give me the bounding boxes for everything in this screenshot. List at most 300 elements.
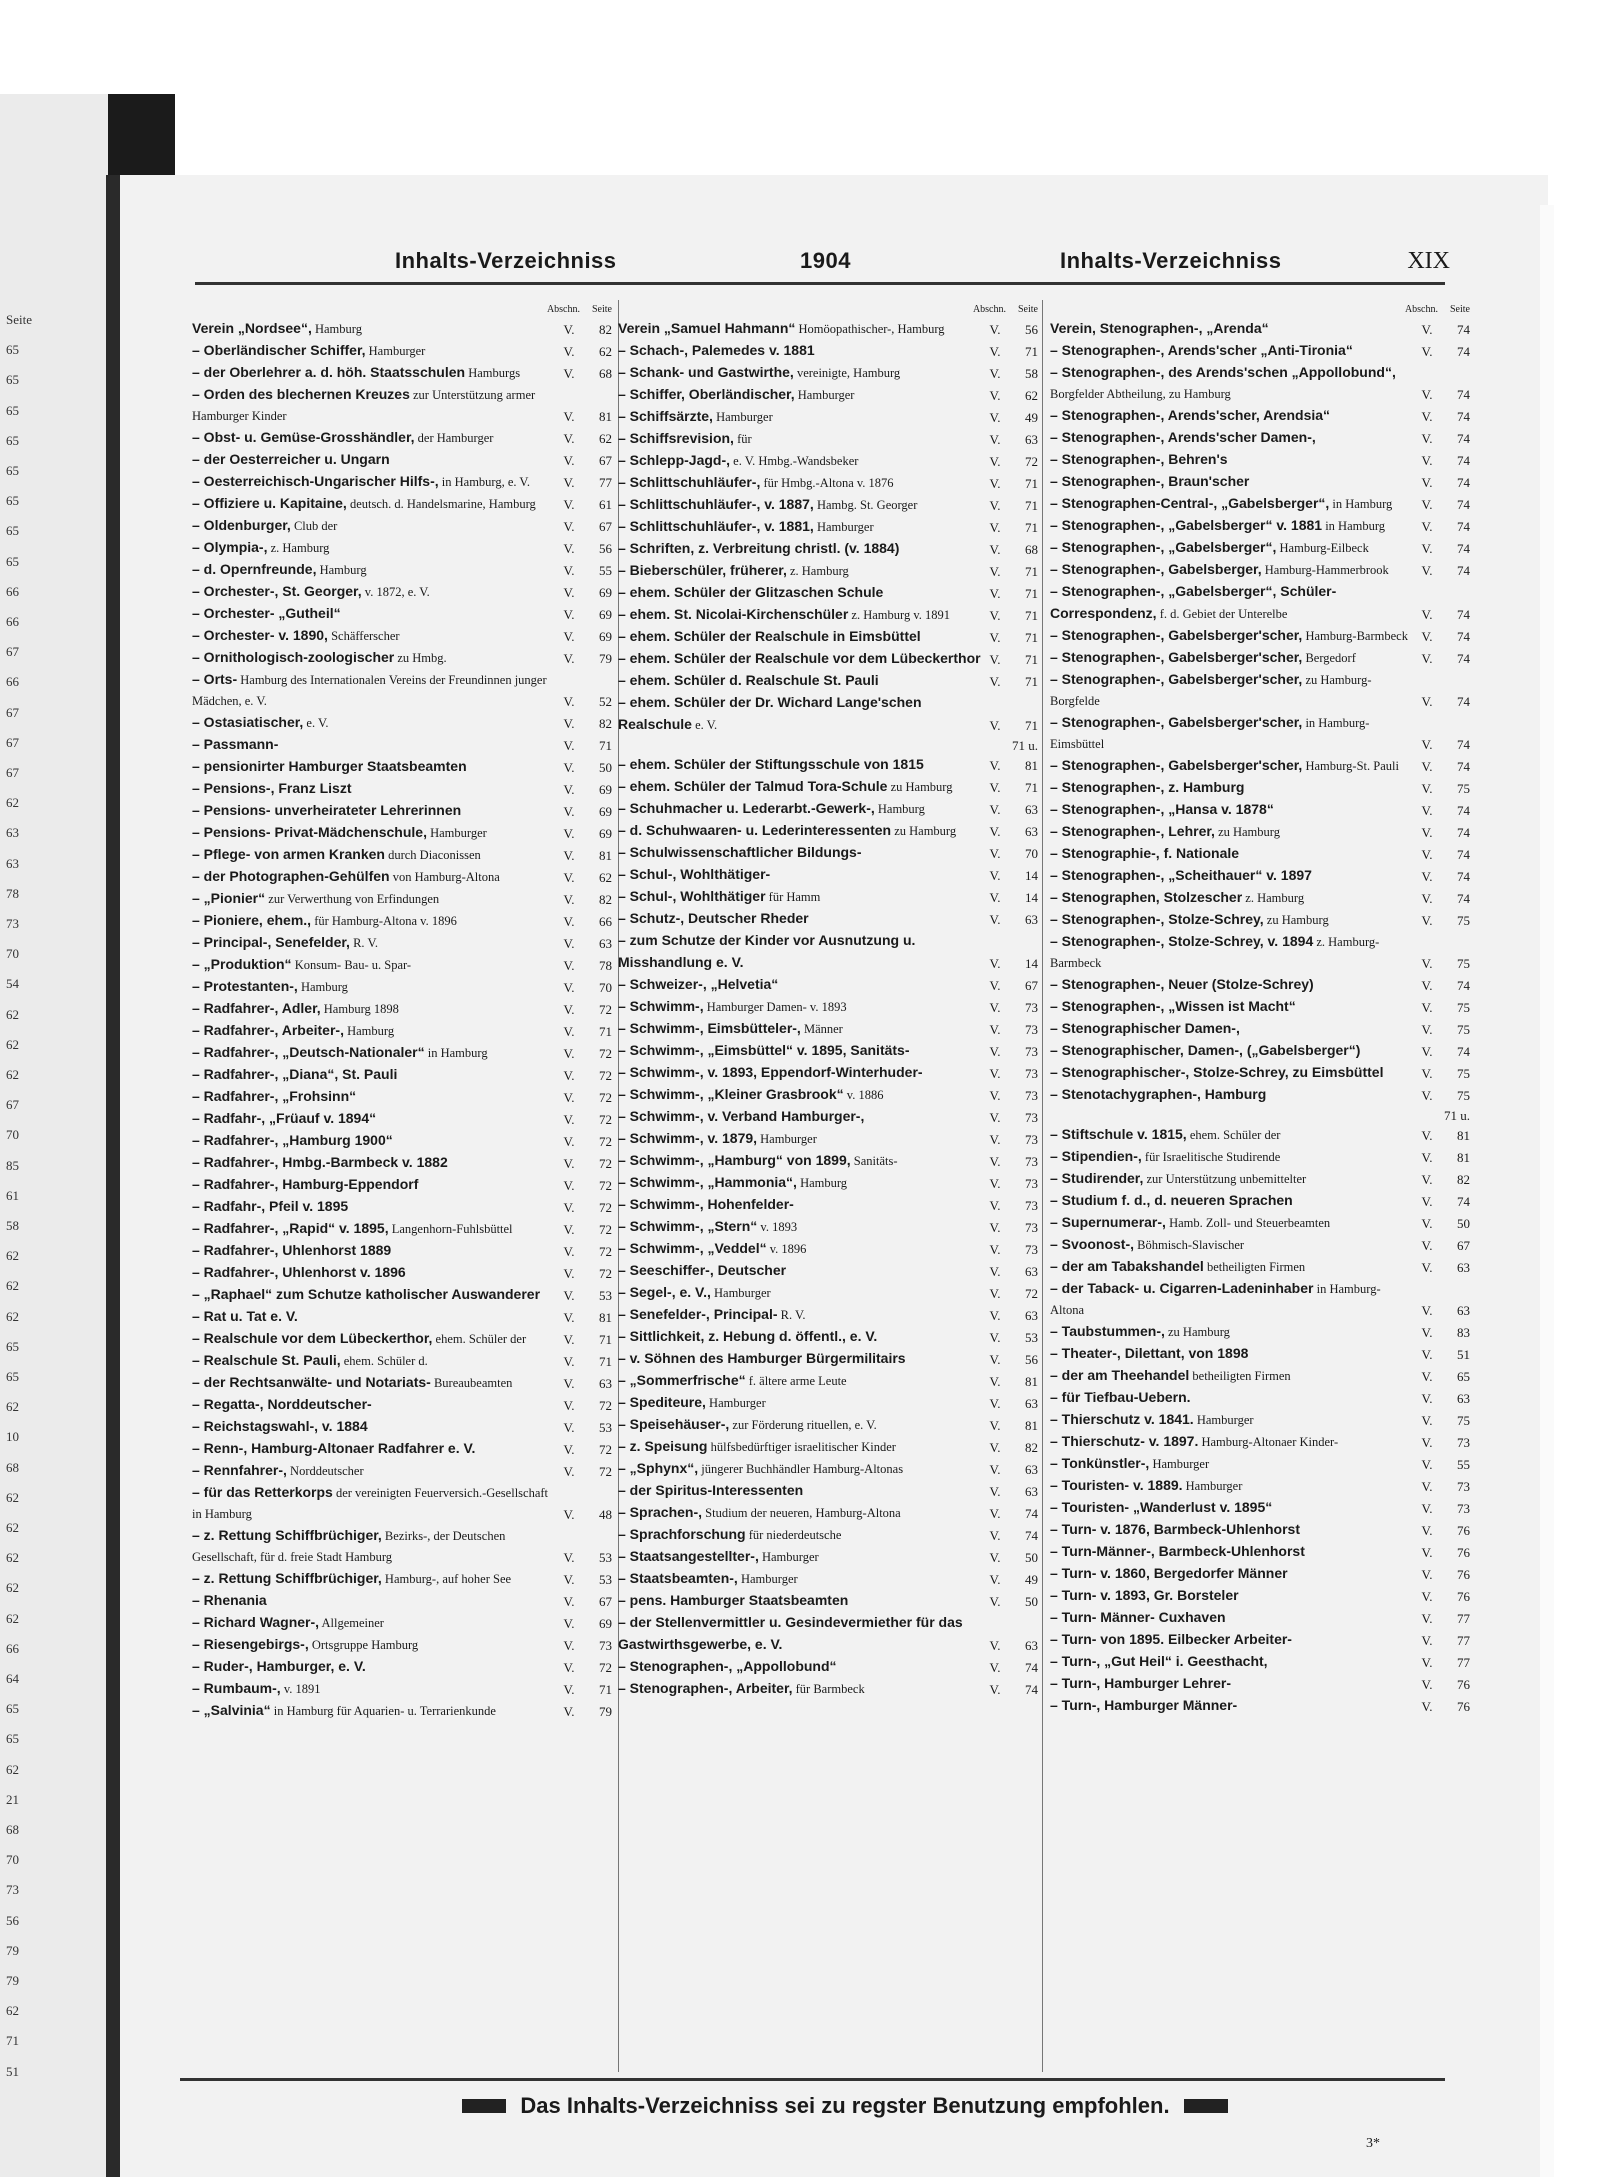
entry-section: V. bbox=[989, 630, 1001, 645]
entry-title: – für das Retterkorps bbox=[192, 1484, 333, 1500]
entry-title: – Stenographen-, Stolze-Schrey, v. 1894 bbox=[1050, 933, 1314, 949]
entry-section: V. bbox=[563, 826, 575, 841]
entry-section: V. bbox=[989, 498, 1001, 513]
entry-text bbox=[192, 362, 556, 384]
entry-section: V. bbox=[1421, 322, 1433, 337]
index-entry bbox=[618, 472, 1038, 494]
entry-title: – Stenographen-, Stolze-Schrey, bbox=[1050, 911, 1264, 927]
prev-page-number: 65 bbox=[6, 493, 19, 509]
entry-text bbox=[1050, 1040, 1414, 1062]
entry-page: 73 bbox=[1025, 1110, 1038, 1125]
index-entry bbox=[618, 1458, 1038, 1480]
index-entry bbox=[192, 1240, 612, 1262]
entry-text bbox=[192, 1372, 556, 1394]
entry-section: V. bbox=[989, 366, 1001, 381]
entry-subtitle: Hamburger bbox=[757, 1132, 817, 1146]
prev-page-number: 65 bbox=[6, 553, 19, 569]
entry-text bbox=[618, 908, 982, 930]
entry-text bbox=[192, 756, 556, 778]
entry-page: 70 bbox=[599, 980, 612, 995]
entry-section: V. bbox=[989, 1418, 1001, 1433]
entry-section: V. bbox=[1421, 978, 1433, 993]
entry-title: – Schul-, Wohlthätiger- bbox=[618, 866, 771, 882]
entry-section: V. bbox=[1421, 1479, 1433, 1494]
index-entry bbox=[1050, 1387, 1470, 1409]
entry-section: V. bbox=[1421, 497, 1433, 512]
entry-title: – Schwimm-, „Kleiner Grasbrook“ bbox=[618, 1086, 844, 1102]
entry-section: V. bbox=[1421, 1413, 1433, 1428]
index-entry bbox=[618, 516, 1038, 538]
entry-section: V. bbox=[1421, 1457, 1433, 1472]
entry-title: – Turn-, Hamburger Lehrer- bbox=[1050, 1675, 1231, 1691]
index-entry bbox=[192, 1460, 612, 1482]
index-entry bbox=[1050, 1431, 1470, 1453]
entry-page: 62 bbox=[1025, 388, 1038, 403]
entry-text bbox=[192, 625, 556, 647]
entry-text bbox=[1050, 559, 1414, 581]
index-entry bbox=[192, 318, 612, 340]
entry-page: 78 bbox=[599, 958, 612, 973]
index-entry bbox=[1050, 1519, 1470, 1541]
index-entry bbox=[192, 427, 612, 449]
entry-section: V. bbox=[1421, 629, 1433, 644]
entry-page: 74 bbox=[1457, 322, 1470, 337]
entry-section: V. bbox=[1421, 1000, 1433, 1015]
index-entry bbox=[1050, 537, 1470, 559]
entry-page: 74 bbox=[1457, 519, 1470, 534]
entry-text bbox=[618, 1128, 982, 1150]
entry-subtitle: Hamburg-Altonaer Kinder- bbox=[1198, 1435, 1339, 1449]
index-entry bbox=[192, 1656, 612, 1678]
entry-title: – v. Söhnen des Hamburger Bürgermilitairs bbox=[618, 1350, 906, 1366]
entry-page: 55 bbox=[599, 563, 612, 578]
index-entry bbox=[192, 1350, 612, 1372]
entry-section: V. bbox=[989, 1154, 1001, 1169]
entry-title: – Schwimm-, bbox=[618, 998, 704, 1014]
prev-page-number: 67 bbox=[6, 644, 19, 660]
entry-text bbox=[192, 515, 556, 537]
entry-text bbox=[1050, 1190, 1414, 1212]
index-entry bbox=[1050, 1497, 1470, 1519]
entry-title: – Stenographen-, Behren's bbox=[1050, 451, 1228, 467]
index-entry bbox=[192, 449, 612, 471]
entry-title: – Schwimm-, „Hammonia“, bbox=[618, 1174, 797, 1190]
index-entry bbox=[1050, 449, 1470, 471]
entry-subtitle: zu Hamburg bbox=[1214, 825, 1280, 839]
entry-section: V. bbox=[563, 782, 575, 797]
entry-subtitle: der vereinigten Feuerversich.-Gesellschaft in Hamburg bbox=[192, 1486, 549, 1521]
entry-section: V. bbox=[989, 432, 1001, 447]
index-entry bbox=[618, 820, 1038, 842]
entry-subtitle: f. ältere arme Leute bbox=[745, 1374, 847, 1388]
index-entry bbox=[192, 1678, 612, 1700]
index-entry bbox=[618, 384, 1038, 406]
entry-subtitle: betheiligten Firmen bbox=[1203, 1260, 1306, 1274]
entry-text bbox=[1050, 1607, 1414, 1629]
entry-title: – Svoonost-, bbox=[1050, 1236, 1135, 1252]
entry-page: 74 bbox=[1457, 847, 1470, 862]
index-entry bbox=[618, 406, 1038, 428]
entry-subtitle: zur Verwerthung von Erfindungen bbox=[265, 892, 440, 906]
entry-section: V. bbox=[1421, 344, 1433, 359]
entry-title: – z. Rettung Schiffbrüchiger, bbox=[192, 1570, 382, 1586]
entry-section: V. bbox=[1421, 1150, 1433, 1165]
entry-title: – „Salvinia“ bbox=[192, 1702, 271, 1718]
entry-subtitle: Homöopathischer-, Hamburg bbox=[795, 322, 945, 336]
entry-section: V. bbox=[989, 978, 1001, 993]
entry-title: Verein „Nordsee“, bbox=[192, 320, 312, 336]
entry-text bbox=[1050, 1084, 1414, 1106]
prev-page-number: 68 bbox=[6, 1459, 19, 1475]
index-entry bbox=[618, 1326, 1038, 1348]
entry-section: V. bbox=[563, 1550, 575, 1565]
entry-subtitle: Club der bbox=[290, 519, 338, 533]
entry-page: 72 bbox=[599, 1002, 612, 1017]
entry-subtitle: Hamburg bbox=[796, 1176, 848, 1190]
entry-section: V. bbox=[563, 892, 575, 907]
entry-title: – Ruder-, Hamburger, e. V. bbox=[192, 1658, 366, 1674]
index-entry bbox=[1050, 318, 1470, 340]
entry-page: 74 bbox=[1457, 453, 1470, 468]
entry-page: 72 bbox=[599, 1112, 612, 1127]
entry-title: – Riesengebirgs-, bbox=[192, 1636, 309, 1652]
entry-page: 74 bbox=[1457, 759, 1470, 774]
entry-subtitle: in Hamburg-Eimsbüttel bbox=[1050, 716, 1370, 751]
entry-title: – Schwimm-, v. Verband Hamburger-, bbox=[618, 1108, 865, 1124]
entry-subtitle: Hamburg 1898 bbox=[320, 1002, 399, 1016]
entry-page: 74 bbox=[1457, 344, 1470, 359]
entry-section: V. bbox=[989, 802, 1001, 817]
entry-title: – der am Tabakshandel bbox=[1050, 1258, 1204, 1274]
entry-title: – ehem. Schüler der Realschule vor dem Lübeckerthor bbox=[618, 650, 981, 666]
index-entry bbox=[192, 1152, 612, 1174]
entry-page: 82 bbox=[1025, 1440, 1038, 1455]
entry-page: 49 bbox=[1025, 1572, 1038, 1587]
entry-page: 71 bbox=[599, 1332, 612, 1347]
entry-page: 74 bbox=[1457, 891, 1470, 906]
entry-section: V. bbox=[563, 1572, 575, 1587]
entry-section: V. bbox=[989, 1242, 1001, 1257]
entry-page: 61 bbox=[599, 497, 612, 512]
index-entry bbox=[1050, 1212, 1470, 1234]
entry-subtitle: ehem. Schüler der bbox=[432, 1332, 527, 1346]
entry-text bbox=[1050, 1146, 1414, 1168]
entry-section: V. bbox=[1421, 1501, 1433, 1516]
index-entry bbox=[1050, 974, 1470, 996]
entry-subtitle: Bureaubeamten bbox=[430, 1376, 513, 1390]
entry-text bbox=[618, 886, 982, 908]
pointing-hand-icon bbox=[462, 2099, 506, 2113]
index-entry bbox=[192, 1086, 612, 1108]
entry-title: – Radfahrer-, Uhlenhorst 1889 bbox=[192, 1242, 392, 1258]
entry-page: 74 bbox=[1457, 409, 1470, 424]
entry-title: – Schutz-, Deutscher Rheder bbox=[618, 910, 809, 926]
entry-page: 76 bbox=[1457, 1677, 1470, 1692]
entry-section: V. bbox=[989, 1088, 1001, 1103]
entry-page: 72 bbox=[599, 1222, 612, 1237]
prev-page-number: 62 bbox=[6, 1610, 19, 1626]
entry-title: – Sprachen-, bbox=[618, 1504, 703, 1520]
entry-section: V. bbox=[563, 804, 575, 819]
entry-title: – Stenographen-, Neuer (Stolze-Schrey) bbox=[1050, 976, 1314, 992]
entry-title: – Schlittschuhläufer-, v. 1881, bbox=[618, 518, 814, 534]
entry-page: 72 bbox=[599, 1464, 612, 1479]
entry-section: V. bbox=[563, 1354, 575, 1369]
index-entry bbox=[618, 1502, 1038, 1524]
entry-page: 71 bbox=[1025, 564, 1038, 579]
entry-text bbox=[192, 1284, 556, 1306]
entry-section: V. bbox=[989, 586, 1001, 601]
entry-section: V. bbox=[1421, 913, 1433, 928]
entry-title: – Radfahrer-, „Rapid“ v. 1895, bbox=[192, 1220, 389, 1236]
entry-title: – Stenotachygraphen-, Hamburg bbox=[1050, 1086, 1267, 1102]
entry-text bbox=[1050, 1278, 1414, 1321]
prev-page-number: 62 bbox=[6, 1489, 19, 1505]
entry-title: – Turn- v. 1860, Bergedorfer Männer bbox=[1050, 1565, 1288, 1581]
entry-text bbox=[618, 996, 982, 1018]
entry-page: 72 bbox=[599, 1046, 612, 1061]
entry-section: V. bbox=[989, 1022, 1001, 1037]
entry-section: V. bbox=[563, 322, 575, 337]
index-entry bbox=[1050, 1234, 1470, 1256]
entry-text bbox=[618, 1084, 982, 1106]
entry-section: V. bbox=[563, 453, 575, 468]
entry-text bbox=[618, 626, 982, 648]
entry-title: – Schach-, Palemedes v. 1881 bbox=[618, 342, 815, 358]
entry-section: V. bbox=[1421, 1391, 1433, 1406]
entry-page: 74 bbox=[1457, 978, 1470, 993]
entry-text bbox=[1050, 1585, 1414, 1607]
entry-section: V. bbox=[989, 520, 1001, 535]
index-entry bbox=[1050, 362, 1470, 405]
entry-title: – Stenographischer-, Stolze-Schrey, zu Eimsbüttel bbox=[1050, 1064, 1384, 1080]
entry-title: – Schlittschuhläufer-, bbox=[618, 474, 761, 490]
index-entry bbox=[1050, 493, 1470, 515]
entry-page: 53 bbox=[1025, 1330, 1038, 1345]
prev-page-number: 65 bbox=[6, 523, 19, 539]
entry-section: V. bbox=[989, 454, 1001, 469]
index-entry bbox=[1050, 427, 1470, 449]
entry-title: – Obst- u. Gemüse-Grosshändler, bbox=[192, 429, 415, 445]
entry-title: – Richard Wagner-, bbox=[192, 1614, 320, 1630]
entry-page: 69 bbox=[599, 629, 612, 644]
entry-title: – Schuhmacher u. Lederarbt.-Gewerk-, bbox=[618, 800, 875, 816]
entry-text bbox=[618, 754, 982, 776]
entry-page: 71 bbox=[1025, 780, 1038, 795]
entry-page: 63 bbox=[1025, 1484, 1038, 1499]
index-entry bbox=[1050, 1146, 1470, 1168]
entry-text bbox=[192, 712, 556, 734]
index-entry bbox=[1050, 581, 1470, 625]
entry-page: 67 bbox=[599, 519, 612, 534]
entry-title: – zum Schutze der Kinder vor Ausnutzung u. Misshandlung e. V. bbox=[618, 932, 916, 970]
index-entry bbox=[618, 1392, 1038, 1414]
index-entry bbox=[618, 604, 1038, 626]
index-entry bbox=[1050, 1062, 1470, 1084]
entry-section: V. bbox=[989, 1176, 1001, 1191]
entry-text bbox=[618, 1656, 982, 1678]
entry-title: – z. Speisung bbox=[618, 1438, 708, 1454]
entry-section: V. bbox=[989, 1550, 1001, 1565]
entry-section: V. bbox=[1421, 891, 1433, 906]
entry-section: V. bbox=[989, 1572, 1001, 1587]
entry-page: 63 bbox=[599, 936, 612, 951]
entry-section: V. bbox=[1421, 1172, 1433, 1187]
entry-text bbox=[192, 669, 556, 712]
entry-section: V. bbox=[989, 1286, 1001, 1301]
index-entry bbox=[618, 1524, 1038, 1546]
entry-title: – Segel-, e. V., bbox=[618, 1284, 711, 1300]
entry-text bbox=[192, 1042, 556, 1064]
index-entry bbox=[618, 340, 1038, 362]
entry-text bbox=[192, 340, 556, 362]
index-entry bbox=[192, 1416, 612, 1438]
entry-section: V. bbox=[1421, 1066, 1433, 1081]
entry-section: V. bbox=[1421, 1545, 1433, 1560]
entry-text bbox=[192, 449, 556, 471]
entry-text bbox=[618, 1678, 982, 1700]
entry-page: 71 bbox=[599, 1682, 612, 1697]
entry-section: V. bbox=[563, 475, 575, 490]
entry-text bbox=[192, 1460, 556, 1482]
entry-text bbox=[1050, 712, 1414, 755]
index-entry bbox=[192, 734, 612, 756]
prev-page-number: 67 bbox=[6, 734, 19, 750]
index-entry bbox=[618, 1128, 1038, 1150]
index-entry bbox=[192, 954, 612, 976]
entry-page: 71 bbox=[1025, 586, 1038, 601]
index-entry bbox=[1050, 340, 1470, 362]
entry-section: V. bbox=[563, 1442, 575, 1457]
index-entry bbox=[1050, 909, 1470, 931]
footer-text: Das Inhalts-Verzeichniss sei zu regster Benutzung empfohlen. bbox=[520, 2093, 1170, 2118]
entry-page: 14 bbox=[1025, 956, 1038, 971]
entry-page: 72 bbox=[599, 1266, 612, 1281]
prev-page-number: 58 bbox=[6, 1218, 19, 1233]
entry-title: – Radfahrer-, Hamburg-Eppendorf bbox=[192, 1176, 419, 1192]
entry-text bbox=[192, 800, 556, 822]
entry-page: 72 bbox=[599, 1178, 612, 1193]
entry-title: – Schwimm-, v. 1893, Eppendorf-Winterhuder- bbox=[618, 1064, 923, 1080]
index-entry bbox=[1050, 777, 1470, 799]
entry-section: V. bbox=[1421, 651, 1433, 666]
index-entry bbox=[192, 998, 612, 1020]
entry-title: – d. Opernfreunde, bbox=[192, 561, 317, 577]
entry-text bbox=[1050, 1629, 1414, 1651]
prev-page-number: 64 bbox=[6, 1671, 19, 1686]
entry-page: 67 bbox=[599, 1594, 612, 1609]
entry-section: V. bbox=[1421, 1088, 1433, 1103]
entry-subtitle: Hamburger bbox=[1182, 1479, 1243, 1493]
index-entry bbox=[618, 1260, 1038, 1282]
entry-title: – Radfahrer-, Arbeiter-, bbox=[192, 1022, 344, 1038]
entry-text bbox=[618, 560, 982, 582]
index-entry bbox=[1050, 996, 1470, 1018]
entry-text bbox=[618, 820, 982, 842]
entry-section: V. bbox=[563, 629, 575, 644]
entry-subtitle: Bezirks-, der Deutschen Gesellschaft, für d. freie Stadt Hamburg bbox=[192, 1529, 506, 1564]
entry-text bbox=[1050, 318, 1414, 340]
entry-text bbox=[192, 976, 556, 998]
entry-subtitle: in Hamburg bbox=[1322, 519, 1386, 533]
entry-text bbox=[192, 427, 556, 449]
entry-title: – Radfahrer-, „Hamburg 1900“ bbox=[192, 1132, 393, 1148]
entry-page: 67 bbox=[1025, 978, 1038, 993]
entry-page: 73 bbox=[1025, 1000, 1038, 1015]
prev-page-number: 51 bbox=[6, 2063, 19, 2079]
entry-page: 63 bbox=[1025, 1308, 1038, 1323]
index-entry bbox=[192, 515, 612, 537]
index-entry bbox=[192, 1284, 612, 1306]
index-entry bbox=[1050, 1409, 1470, 1431]
entry-title: – ehem. St. Nicolai-Kirchenschüler bbox=[618, 606, 849, 622]
entry-page: 76 bbox=[1457, 1699, 1470, 1714]
entry-page: 74 bbox=[1457, 541, 1470, 556]
entry-page: 71 bbox=[599, 738, 612, 753]
entry-page: 63 bbox=[1457, 1391, 1470, 1406]
entry-subtitle: in Hamburg-Altona bbox=[1050, 1282, 1381, 1317]
prev-page-number: 62 bbox=[6, 1278, 19, 1294]
entry-subtitle: Studium der neueren, Hamburg-Altona bbox=[702, 1506, 901, 1520]
index-entry bbox=[192, 1612, 612, 1634]
index-entry bbox=[618, 670, 1038, 692]
entry-text bbox=[618, 1480, 982, 1502]
entry-page: 81 bbox=[1025, 1418, 1038, 1433]
entry-section: V. bbox=[563, 1200, 575, 1215]
index-entry bbox=[1050, 1106, 1470, 1146]
index-entry bbox=[192, 712, 612, 734]
entry-section: V. bbox=[1421, 1303, 1433, 1318]
entry-subtitle: Hamburger bbox=[794, 388, 855, 402]
index-entry bbox=[1050, 669, 1470, 712]
entry-title: – Stipendien-, bbox=[1050, 1148, 1142, 1164]
header-left-title: Inhalts-Verzeichniss bbox=[395, 248, 617, 273]
entry-page: 73 bbox=[1457, 1501, 1470, 1516]
entry-title: – Stenographen-, z. Hamburg bbox=[1050, 779, 1245, 795]
entry-text bbox=[618, 1568, 982, 1590]
entry-subtitle: von Hamburg-Altona bbox=[389, 870, 500, 884]
entry-section: V. bbox=[989, 912, 1001, 927]
entry-subtitle: R. V. bbox=[349, 936, 378, 950]
entry-title: – Schwimm-, v. 1879, bbox=[618, 1130, 758, 1146]
entry-section: V. bbox=[989, 652, 1001, 667]
entry-section: V. bbox=[989, 1528, 1001, 1543]
entry-page: 71 bbox=[1025, 652, 1038, 667]
entry-subtitle: für bbox=[733, 432, 752, 446]
index-entry bbox=[618, 1216, 1038, 1238]
index-entry bbox=[1050, 1343, 1470, 1365]
entry-section: V. bbox=[1421, 825, 1433, 840]
entry-title: – Pensions- Privat-Mädchenschule, bbox=[192, 824, 427, 840]
index-entry bbox=[618, 1414, 1038, 1436]
entry-page: 77 bbox=[1457, 1633, 1470, 1648]
entry-page: 71 bbox=[1025, 344, 1038, 359]
prev-page-number: 65 bbox=[6, 463, 19, 478]
entry-text bbox=[1050, 449, 1414, 471]
entry-subtitle: ehem. Schüler d. bbox=[340, 1354, 428, 1368]
entry-text bbox=[1050, 362, 1414, 405]
entry-page: 73 bbox=[1025, 1198, 1038, 1213]
entry-page: 62 bbox=[599, 870, 612, 885]
index-entry bbox=[618, 908, 1038, 930]
entry-text bbox=[192, 1174, 556, 1196]
entry-text bbox=[618, 1414, 982, 1436]
entry-page: 83 bbox=[1457, 1325, 1470, 1340]
entry-text bbox=[1050, 1409, 1414, 1431]
entry-text bbox=[1050, 471, 1414, 493]
entry-title: – Rhenania bbox=[192, 1592, 267, 1608]
entry-title: – ehem. Schüler der Stiftungsschule von 1815 bbox=[618, 756, 924, 772]
